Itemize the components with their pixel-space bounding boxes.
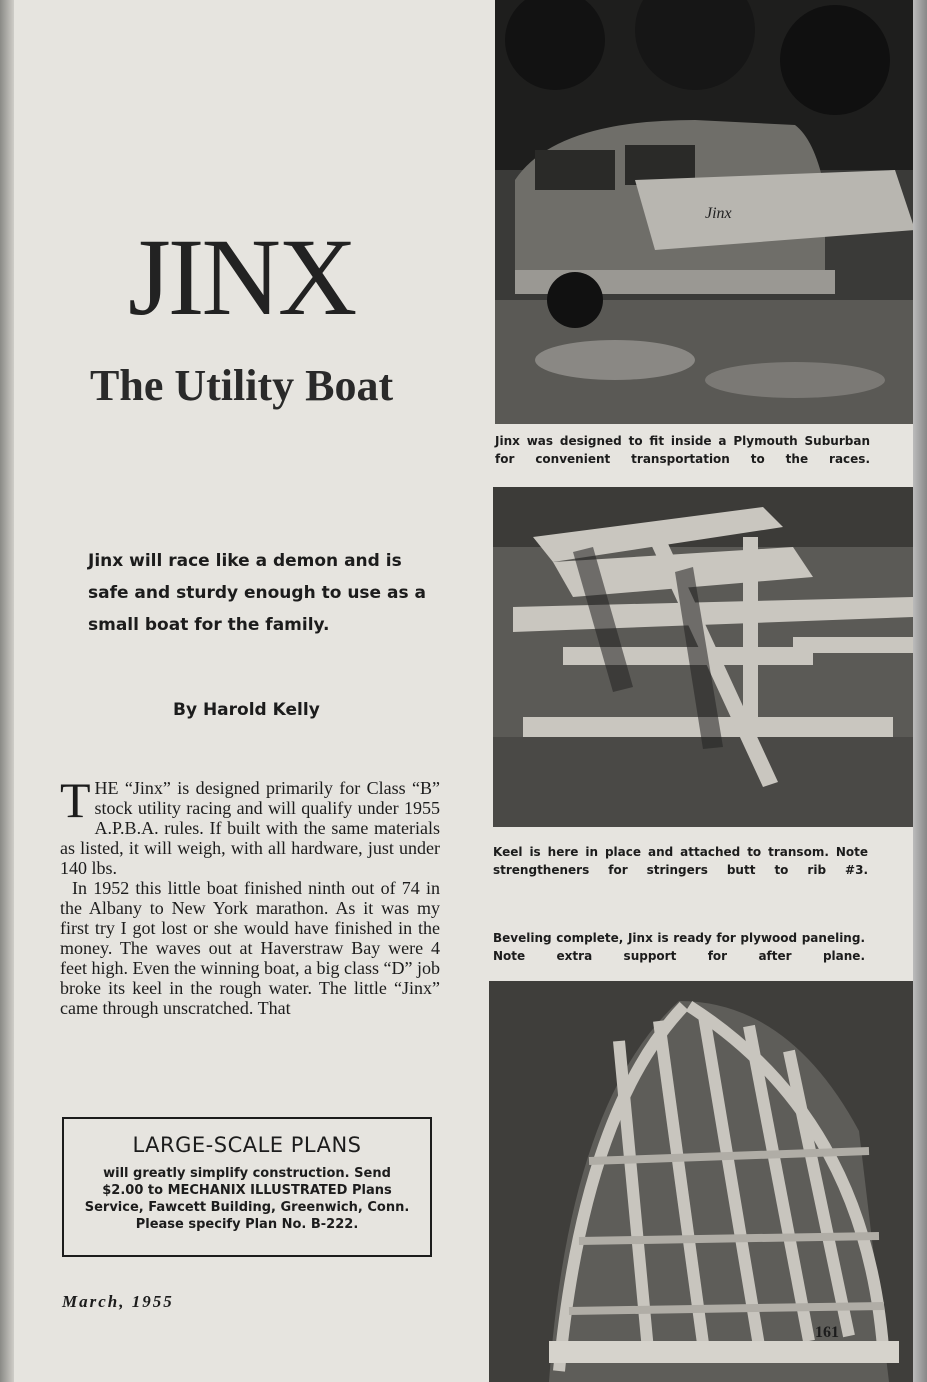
- photo-hull-frame: [489, 981, 915, 1382]
- page-right-edge: [913, 0, 927, 1382]
- plans-box: [62, 1117, 432, 1257]
- page-left-edge: [0, 0, 14, 1382]
- plans-title: LARGE-SCALE PLANS: [132, 1133, 362, 1157]
- article-title: JINX: [128, 216, 355, 338]
- page-number: 161: [815, 1324, 839, 1341]
- photo-keel-frame: [493, 487, 920, 827]
- boat-lettering: Jinx: [705, 205, 732, 222]
- caption-photo-1: Jinx was designed to fit inside a Plymouth Suburban for convenient transportation to the races.: [495, 434, 870, 466]
- caption-photo-3: Beveling complete, Jinx is ready for plywood paneling. Note extra support for after plane.: [493, 931, 865, 963]
- drop-cap: T: [60, 772, 91, 828]
- issue-date: March, 1955: [62, 1292, 174, 1311]
- plans-text: will greatly simplify construction. Send $2.00 to MECHANIX ILLUSTRATED Plans Service, Fawcett Building, Greenwich, Conn. Please specify Plan No. B-222.: [84, 1166, 410, 1232]
- body-paragraph-1: [60, 772, 440, 878]
- photo-station-wagon: [495, 0, 927, 424]
- body-paragraph-2: In 1952 this little boat finished ninth out of 74 in the Albany to New York marathon. As it was my first try I got lost or she would have finished in the money. The waves out at Haverstraw Bay were 4 feet high. Even the winning boat, a big class “D” job broke its keel in the rough water. The little “Jinx” came through unscratched. That: [60, 878, 440, 1018]
- article-subtitle: The Utility Boat: [90, 361, 394, 410]
- article-deck: Jinx will race like a demon and is safe and sturdy enough to use as a small boat for the family.: [88, 551, 426, 635]
- caption-photo-2: Keel is here in place and attached to transom. Note strengtheners for stringers butt to rib #3.: [493, 845, 868, 877]
- article-body: [60, 772, 440, 1018]
- body-paragraph-1-text: HE “Jinx” is designed primarily for Class “B” stock utility racing and will qualify under 1955 A.P.B.A. rules. If built with the same materials as listed, it will weigh, with all hardware, just under 140 lbs.: [60, 778, 440, 878]
- article-byline: By Harold Kelly: [173, 700, 320, 720]
